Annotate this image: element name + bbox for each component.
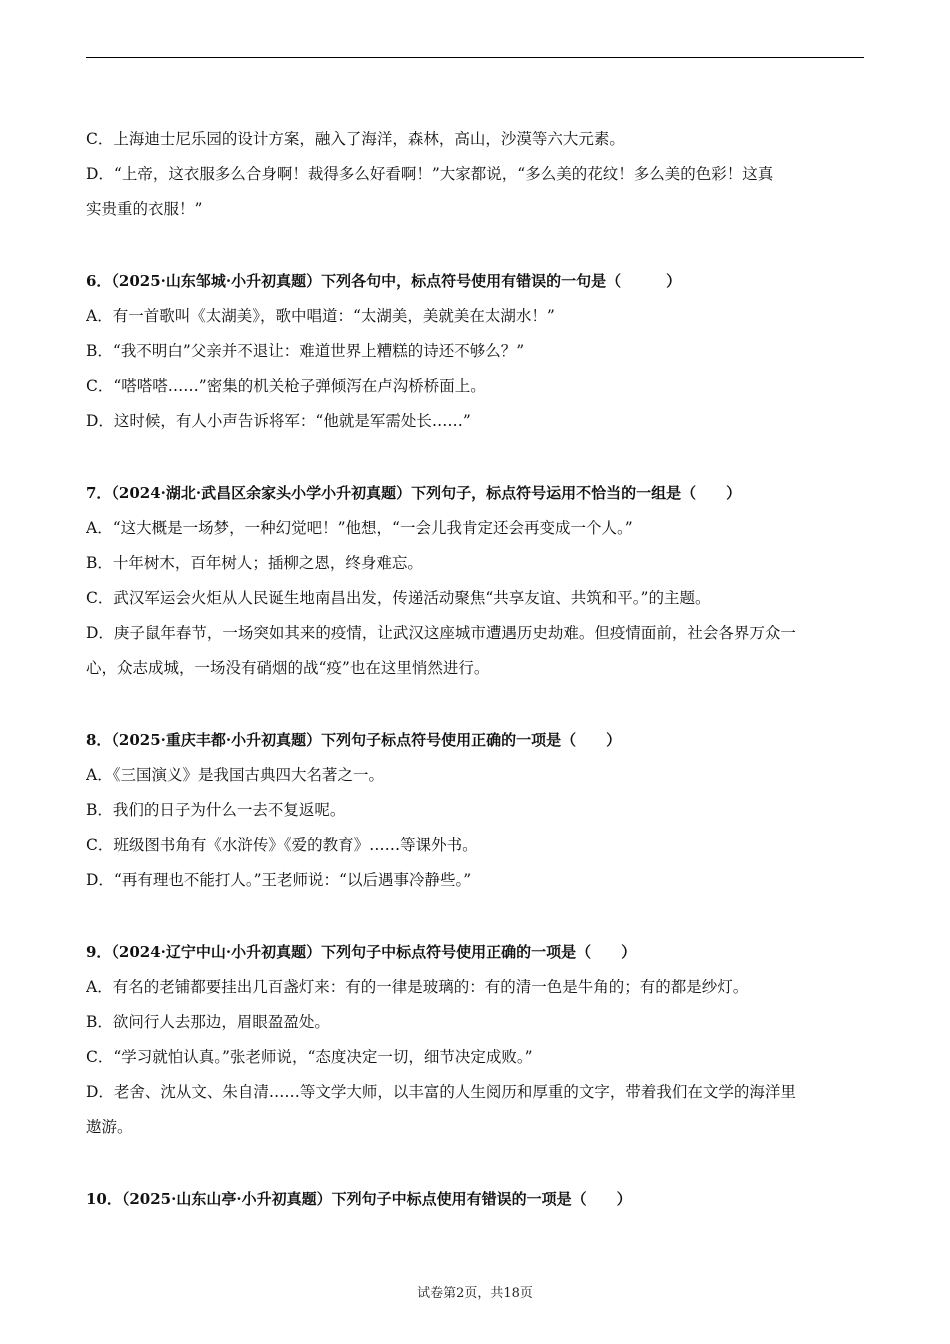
spacer	[86, 898, 864, 935]
question-6	[86, 264, 864, 439]
question-title: 10．（2025·山东山亭·小升初真题）下列句子中标点使用有错误的一项是（ ）	[86, 1190, 632, 1208]
option-d: D．“再有理也不能打人。”王老师说：“以后遇事冷静些。”	[86, 871, 472, 889]
option-a: A．《三国演义》是我国古典四大名著之一。	[86, 766, 384, 784]
option-c: C．“学习就怕认真。”张老师说，“态度决定一切，细节决定成败。”	[86, 1048, 533, 1066]
question-10	[86, 1182, 864, 1217]
spacer	[86, 686, 864, 723]
option-d: D．这时候，有人小声告诉将军：“他就是军需处长……”	[86, 412, 471, 430]
option-d: D．庚子鼠年春节，一场突如其来的疫情，让武汉这座城市遭遇历史劫难。但疫情面前，社会各界万众一	[86, 624, 796, 642]
page-footer: 试卷第2页，共18页	[417, 1286, 533, 1301]
question-title: 9．（2024·辽宁中山·小升初真题）下列句子中标点符号使用正确的一项是（ ）	[86, 943, 637, 961]
question-5-continued	[86, 122, 864, 227]
page-content	[86, 122, 864, 1217]
question-7	[86, 476, 864, 686]
option-b: B．十年树木，百年树人；插柳之恩，终身难忘。	[86, 554, 423, 572]
option-b: B．“我不明白”父亲并不退让：难道世界上糟糕的诗还不够么？”	[86, 342, 525, 360]
spacer	[86, 1145, 864, 1182]
option-c: C．上海迪士尼乐园的设计方案，融入了海洋，森林，高山，沙漠等六大元素。	[86, 130, 625, 148]
question-8	[86, 723, 864, 898]
option-c: C．武汉军运会火炬从人民诞生地南昌出发，传递活动聚焦“共享友谊、共筑和平。”的主题。	[86, 589, 711, 607]
spacer	[86, 227, 864, 264]
question-title: 8．（2025·重庆丰都·小升初真题）下列句子标点符号使用正确的一项是（ ）	[86, 731, 622, 749]
option-a: A．有一首歌叫《太湖美》，歌中唱道：“太湖美，美就美在太湖水！”	[86, 307, 555, 325]
option-c: C．班级图书角有《水浒传》《爱的教育》……等课外书。	[86, 836, 478, 854]
option-b: B．欲问行人去那边，眉眼盈盈处。	[86, 1013, 330, 1031]
spacer	[86, 439, 864, 476]
question-9	[86, 935, 864, 1145]
question-title: 7．（2024·湖北·武昌区余家头小学小升初真题）下列句子，标点符号运用不恰当的一组是（ ）	[86, 484, 742, 502]
option-d-continued: 实贵重的衣服！”	[86, 200, 203, 218]
option-d-continued: 心，众志成城，一场没有硝烟的战“疫”也在这里悄然进行。	[86, 659, 490, 677]
option-c: C．“嗒嗒嗒……”密集的机关枪子弹倾泻在卢沟桥桥面上。	[86, 377, 486, 395]
option-a: A．有名的老铺都要挂出几百盏灯来：有的一律是玻璃的：有的清一色是牛角的；有的都是纱灯。	[86, 978, 749, 996]
question-title: 6．（2025·山东邹城·小升初真题）下列各句中，标点符号使用有错误的一句是（ ）	[86, 272, 682, 290]
option-d-continued: 遨游。	[86, 1118, 133, 1136]
header-rule	[86, 57, 864, 58]
option-b: B．我们的日子为什么一去不复返呢。	[86, 801, 346, 819]
option-d: D．老舍、沈从文、朱自清……等文学大师，以丰富的人生阅历和厚重的文字，带着我们在文学的海洋里	[86, 1083, 796, 1101]
option-d: D．“上帝，这衣服多么合身啊！裁得多么好看啊！”大家都说，“多么美的花纹！多么美的色彩！这真	[86, 165, 774, 183]
option-a: A．“这大概是一场梦，一种幻觉吧！”他想，“一会儿我肯定还会再变成一个人。”	[86, 519, 633, 537]
